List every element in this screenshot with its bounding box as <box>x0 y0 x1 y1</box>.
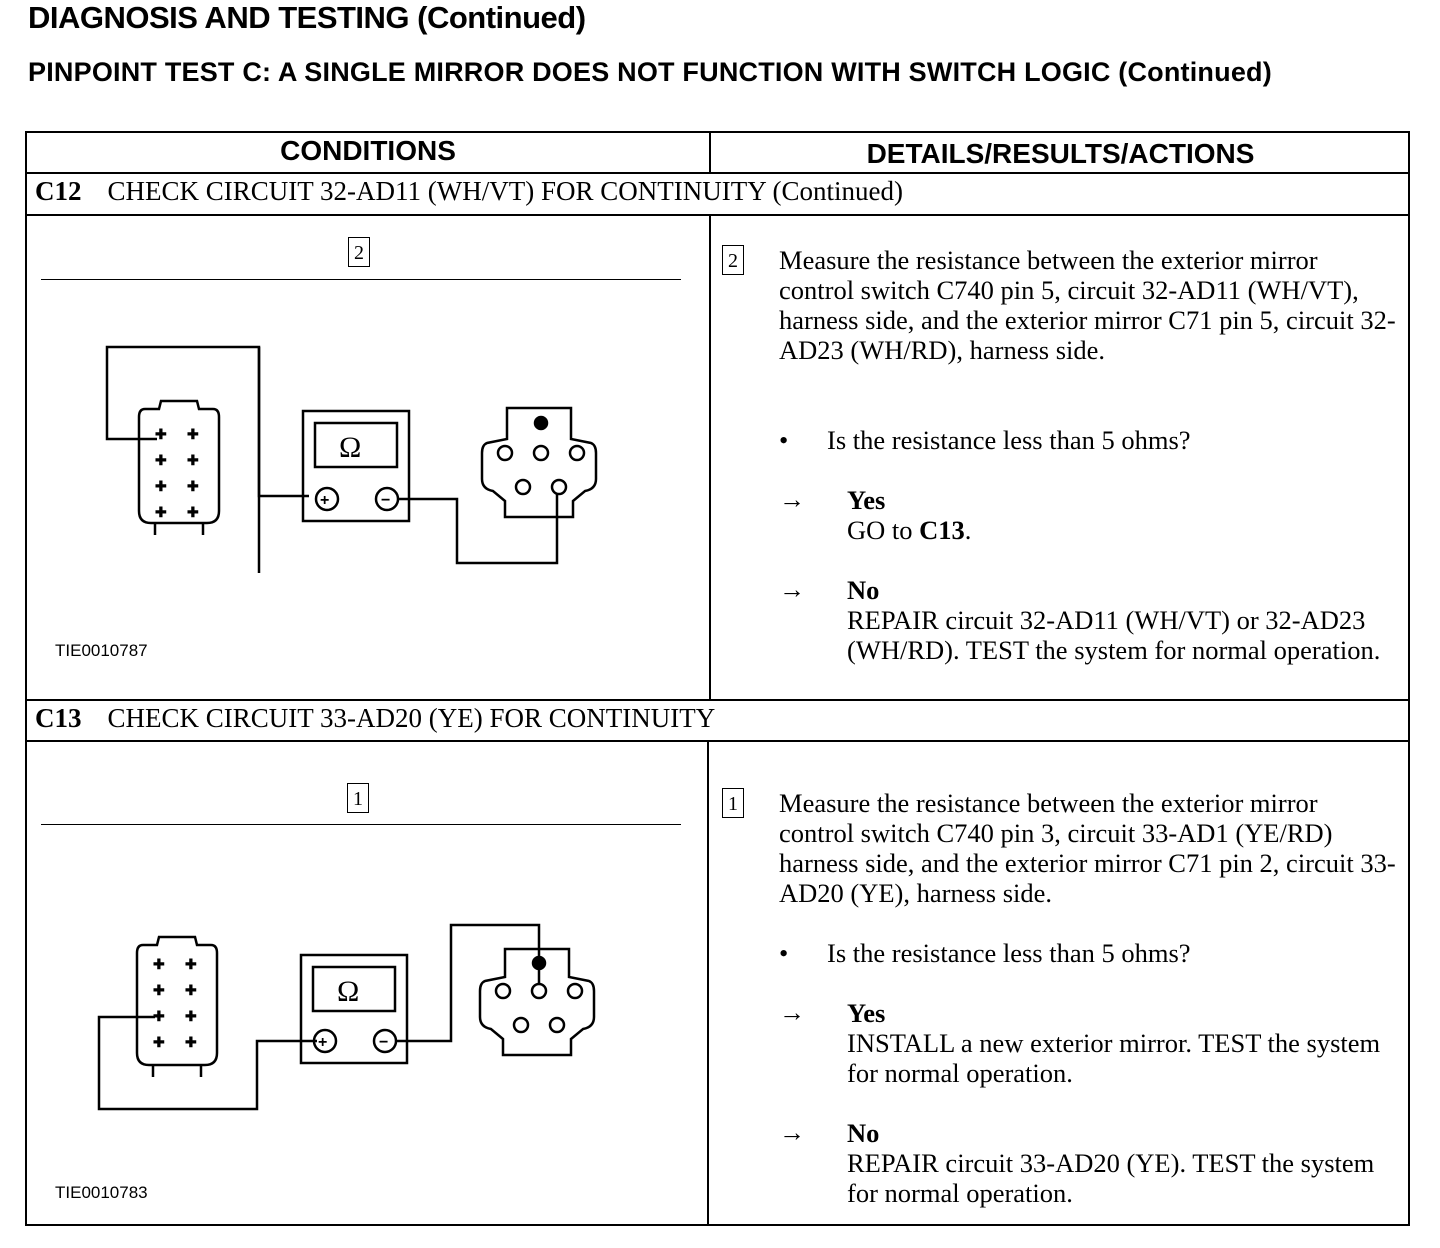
yes-action-suffix: . <box>964 515 972 545</box>
figure-step-number: 2 <box>348 237 370 267</box>
pinpoint-test-title: PINPOINT TEST C: A SINGLE MIRROR DOES NOT FUNCTION WITH SWITCH LOGIC (Continued) <box>28 57 1272 87</box>
ohm-symbol: Ω <box>339 431 362 464</box>
figure-rule <box>41 279 681 280</box>
no-label: No <box>847 575 880 605</box>
pin-cross-icon: ✚ <box>155 504 167 520</box>
figure-rule <box>41 824 681 825</box>
step-title-text: CHECK CIRCUIT 32-AD11 (WH/VT) FOR CONTINUITY (Continued) <box>107 176 903 206</box>
no-result <box>847 1118 1387 1208</box>
pin-cross-icon: ✚ <box>155 452 167 468</box>
step-title-c13 <box>35 703 715 734</box>
question-text: Is the resistance less than 5 ohms? <box>827 425 1191 455</box>
yes-result <box>847 998 1387 1088</box>
plus-terminal: + <box>320 492 330 509</box>
pin-cross-icon: ✚ <box>187 426 199 442</box>
figure-id: TIE0010783 <box>55 1183 148 1202</box>
yes-action-ref: C13 <box>919 515 965 545</box>
c13-top-divider <box>27 699 1408 701</box>
switch-connector-icon <box>139 401 219 535</box>
no-result <box>847 575 1387 665</box>
yes-result <box>847 485 1387 545</box>
pin-cross-icon: ✚ <box>187 452 199 468</box>
pin-cross-icon: ✚ <box>185 956 197 972</box>
column-divider-c13 <box>707 740 709 1226</box>
bullet-icon: • <box>779 938 789 968</box>
figure-step-number: 1 <box>347 783 369 813</box>
pin-cross-icon: ✚ <box>185 1034 197 1050</box>
c13-details <box>717 784 1397 1224</box>
instruction-text: Measure the resistance between the exterior mirror control switch C740 pin 5, circuit 32-AD11 (WH/VT), harness side, and the exterior mirror C71 pin 5, circuit 32-AD23 (WH/RD), harness side. <box>779 245 1396 365</box>
arrow-icon: → <box>779 998 805 1027</box>
minus-terminal: − <box>381 492 391 509</box>
no-action: REPAIR circuit 33-AD20 (YE). TEST the system for normal operation. <box>847 1148 1375 1208</box>
yes-action: INSTALL a new exterior mirror. TEST the system for normal operation. <box>847 1028 1381 1088</box>
yes-label: Yes <box>847 998 886 1028</box>
c12-wiring-diagram <box>27 313 707 573</box>
detail-step-number: 1 <box>722 788 744 818</box>
pin-cross-icon: ✚ <box>185 982 197 998</box>
no-action: REPAIR circuit 32-AD11 (WH/VT) or 32-AD23 (WH/RD). TEST the system for normal operation. <box>847 605 1381 665</box>
page-title: DIAGNOSIS AND TESTING (Continued) <box>28 0 586 35</box>
pin-cross-icon: ✚ <box>155 478 167 494</box>
yes-action-prefix: GO to <box>847 515 920 545</box>
column-divider-c12 <box>709 214 711 699</box>
pin-cross-icon: ✚ <box>185 1008 197 1024</box>
ohmmeter-icon <box>303 411 409 521</box>
arrow-icon: → <box>779 485 805 514</box>
header-divider <box>27 172 1408 174</box>
minus-terminal: − <box>379 1034 389 1051</box>
step-id: C13 <box>35 703 82 733</box>
c12-details <box>717 241 1397 691</box>
arrow-icon: → <box>779 1118 805 1147</box>
c13-title-divider <box>27 740 1408 742</box>
arrow-icon: → <box>779 575 805 604</box>
figure-id: TIE0010787 <box>55 641 148 660</box>
pin-cross-icon: ✚ <box>155 426 167 442</box>
pin-cross-icon: ✚ <box>187 478 199 494</box>
mirror-connector-icon <box>480 949 594 1055</box>
conditions-header: CONDITIONS <box>280 135 456 166</box>
yes-label: Yes <box>847 485 886 515</box>
detail-step-number: 2 <box>722 245 744 275</box>
details-header: DETAILS/RESULTS/ACTIONS <box>866 138 1255 169</box>
ohmmeter-icon <box>301 955 407 1063</box>
ohm-symbol: Ω <box>337 975 360 1008</box>
step-id: C12 <box>35 176 82 206</box>
instruction-text: Measure the resistance between the exterior mirror control switch C740 pin 3, circuit 33-AD1 (YE/RD) harness side, and the exterior mirror C71 pin 2, circuit 33-AD20 (YE), harness side. <box>779 788 1396 908</box>
pin-cross-icon: ✚ <box>187 504 199 520</box>
bullet-icon: • <box>779 425 789 455</box>
mirror-connector-icon <box>482 408 596 517</box>
pin-cross-icon: ✚ <box>153 982 165 998</box>
c13-wiring-diagram <box>27 893 707 1153</box>
question-text: Is the resistance less than 5 ohms? <box>827 938 1191 968</box>
step-title-text: CHECK CIRCUIT 33-AD20 (YE) FOR CONTINUITY <box>107 703 716 733</box>
pin-cross-icon: ✚ <box>153 1008 165 1024</box>
pinpoint-test-table <box>25 131 1410 1226</box>
no-label: No <box>847 1118 880 1148</box>
pin-cross-icon: ✚ <box>153 1034 165 1050</box>
pin-cross-icon: ✚ <box>153 956 165 972</box>
c12-title-divider <box>27 214 1408 216</box>
switch-connector-icon <box>137 937 217 1077</box>
plus-terminal: + <box>318 1034 328 1051</box>
step-title-c12 <box>35 176 903 207</box>
